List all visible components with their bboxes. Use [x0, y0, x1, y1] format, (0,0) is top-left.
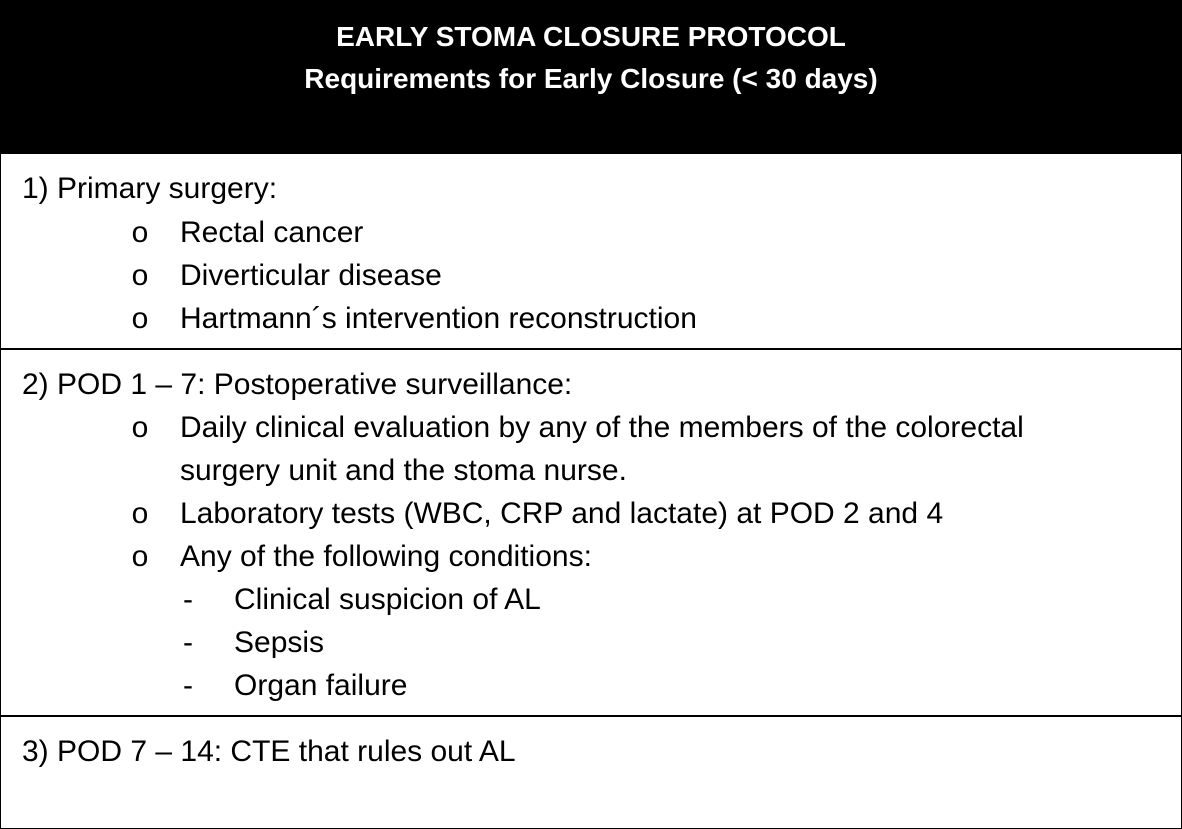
bullet-circle-icon: o — [131, 216, 149, 249]
bullet-circle-icon: o — [131, 259, 149, 292]
list-item-text: Hartmann´s intervention reconstruction — [180, 302, 697, 335]
dash-bullet-icon: - — [183, 626, 193, 659]
section-primary-surgery — [1, 154, 1181, 347]
protocol-header — [1, 1, 1181, 154]
list-item-text: Laboratory tests (WBC, CRP and lactate) at POD 2 and 4 — [180, 497, 944, 530]
section-heading: 1) Primary surgery: — [22, 172, 278, 205]
list-item-text: Rectal cancer — [180, 216, 364, 249]
list-item-text: Any of the following conditions: — [180, 540, 592, 573]
protocol-title: EARLY STOMA CLOSURE PROTOCOL — [336, 21, 846, 52]
dash-bullet-icon: - — [183, 669, 193, 702]
section-heading: 3) POD 7 – 14: CTE that rules out AL — [22, 735, 516, 768]
bullet-circle-icon: o — [131, 540, 149, 573]
sub-list-item-text: Sepsis — [234, 626, 325, 659]
list-item-text: surgery unit and the stoma nurse. — [180, 454, 627, 487]
section-heading: 2) POD 1 – 7: Postoperative surveillance: — [22, 368, 573, 401]
bullet-circle-icon: o — [131, 411, 149, 444]
sub-list-item-text: Organ failure — [234, 669, 408, 702]
section-postoperative-surveillance — [1, 348, 1181, 716]
dash-bullet-icon: - — [183, 583, 193, 616]
section-cte-evaluation — [1, 715, 1181, 829]
bullet-circle-icon: o — [131, 497, 149, 530]
bullet-circle-icon: o — [131, 302, 149, 335]
sub-list-item-text: Clinical suspicion of AL — [234, 583, 541, 616]
protocol-subtitle: Requirements for Early Closure (< 30 days) — [304, 63, 878, 94]
list-item-text: Daily clinical evaluation by any of the members of the colorectal — [180, 411, 1024, 444]
list-item-text: Diverticular disease — [180, 259, 442, 292]
